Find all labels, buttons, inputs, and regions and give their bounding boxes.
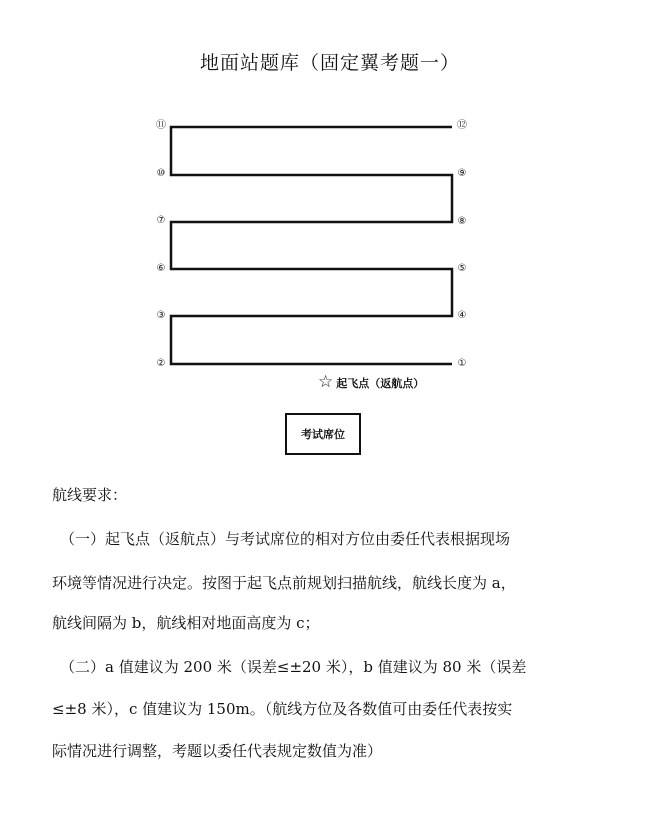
star-icon: ☆ (318, 372, 334, 392)
requirement-line: 际情况进行调整，考题以委任代表规定数值为准） (52, 742, 383, 760)
waypoint-8: ⑧ (457, 216, 467, 227)
takeoff-label: 起飞点（返航点） (336, 376, 425, 390)
exam-seat-label: 考试席位 (301, 428, 345, 441)
waypoint-5: ⑤ (457, 263, 467, 274)
takeoff-point (318, 374, 424, 391)
waypoint-2: ② (156, 358, 166, 369)
exam-seat-box (285, 413, 361, 455)
waypoint-1: ① (457, 358, 467, 369)
requirement-line: 航线间隔为 b，航线相对地面高度为 c； (52, 614, 320, 632)
waypoint-12: ⑫ (457, 120, 467, 131)
requirement-line: ≤±8 米），c 值建议为 150m。（航线方位及各数值可由委任代表按实 (52, 700, 513, 718)
requirement-line: （二）a 值建议为 200 米（误差≤±20 米），b 值建议为 80 米（误差 (60, 658, 527, 676)
waypoint-3: ③ (156, 310, 166, 321)
requirements-heading: 航线要求： (52, 486, 128, 504)
waypoint-7: ⑦ (156, 215, 166, 226)
page-title: 地面站题库（固定翼考题一） (199, 52, 460, 74)
requirement-line: 环境等情况进行决定。按图于起飞点前规划扫描航线，航线长度为 a， (52, 574, 516, 592)
requirement-line: （一）起飞点（返航点）与考试席位的相对方位由委任代表根据现场 (60, 530, 511, 548)
waypoint-4: ④ (457, 310, 467, 321)
waypoint-6: ⑥ (156, 263, 166, 274)
waypoint-9: ⑨ (457, 168, 467, 179)
waypoint-11: ⑪ (156, 120, 166, 131)
scan-route-path (171, 127, 452, 364)
waypoint-10: ⑩ (156, 168, 166, 179)
